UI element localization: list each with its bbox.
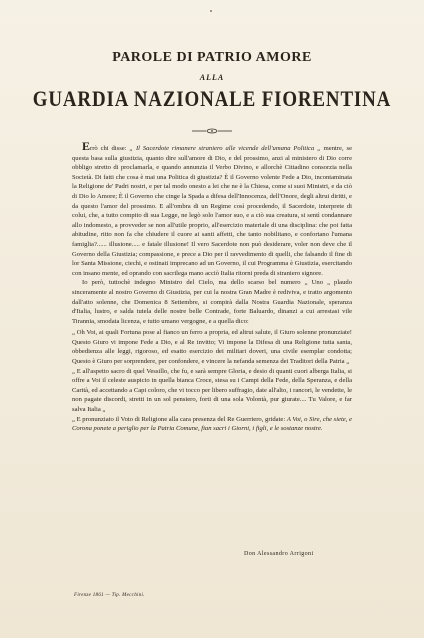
drop-cap: E <box>82 139 91 153</box>
proclamation-text <box>72 139 352 434</box>
p1-lead: rrò chi disse: <box>90 145 130 152</box>
p5-lead: „ E pronunziato il Voto di Religione alla cara presenza del Re Guerriero, gridate: <box>72 415 287 423</box>
oath-block <box>72 328 352 434</box>
paragraph-4: „ E all'aspetto sacro di quel Vessillo, che fu, e sarà sempre Gloria, e desio di quanti cuori albergа Italia, si offre a Voi il celeste auspicio in quella bianca Croce, stesa su i Campi della Fede, della Speranza, e della Carità, ed accettando a Capi coloro, che vi tocco per libero suffragio, date all'alto, i rancori, le vendette, le non pagate discordi, stretti in un sol pensiero, forti di una sola Volontà, pur giurate.... Tu Valore, e far salva Italia „ <box>72 367 352 414</box>
printer-imprint: Firenze 1861 — Tip. Mecchini. <box>74 593 145 598</box>
title-line-2: ALLA <box>199 73 225 82</box>
main-title: GUARDIA NAZIONALE FIORENTINA <box>32 86 392 111</box>
paragraph-3: „ Oh Voi, ai quali Fortuna pose al fianco un ferro a propria, ed altrui salute, il Giuro solenne pronunziate! Questo Giuro vi impone Fede a Dio, e al Re invitto; Vi impone la Difesa di una Religione tutta santa, obbedienza alle leggi, rigoroso, ed esatto esercizio dei militari doveri, una civile esemplar condotta; Questo è Giuro per sorprendere, per confondere, e vincere la nefanda semenza dei Traditori della Patria „ <box>72 329 352 366</box>
p5-quote: A Voi, o Sire, che siete, e Corona ponete a periglio per la Patria Comune, fian sacri i Giorni, i figli, e le sostanze nostre. <box>72 415 352 433</box>
paper-speck <box>210 10 212 12</box>
paragraph-1 <box>72 139 352 278</box>
p1-quote: „ Il Sacerdote rimanere straniero alle vicende dell'umana Politica „ <box>129 145 321 152</box>
paragraph-5 <box>72 415 352 434</box>
signature: Don Alessandro Arrigoni <box>244 551 314 557</box>
paragraph-2: Io però, tuttochè indegno Ministro del Cielo, ma dello scarso bel numero „ Uno „ plaudo sinceramente al nostro Governo di Giustizia, per cui la nostra Gran Madre è redivivа, e tratto argomento dall'atto solenne, che Domenica 8 Settembre, si compirà dalla Nostra Guardia Nazionale, speranza d'Italia, lustro, e salda tutela delle nostre belle Contrade, forte Baluardo, dinanzi a cui arrestasi vile Tirannia, smodata licenza, e tutto umano vergogne, e a quella dico: <box>72 279 352 325</box>
p1-rest: mentre, se questa basa sulla giustizia, quanto dire sull'amore di Dio, e del prossimo, anzi al ministero di Dio corre obbligo stretto di proclamarla, e quando annunzia il Verbo Divino, e allorchè Cittadino consorzia nella Società. Di fatti che cosa è mai una Politica di giustizia? È il Governo volente Fede a Dio, incontaminata la Religione de' Padri nostri, e per tal modo onesto a lei che ne è la Chiesa, come si suoi Ministri, e da ciò di Dio lo Amore; È il Governo che cinge la Spada a difesa dell'Innocenza, dell'Onore, degli altrui diritti, e da questo l'amor del prossimo. E all'ombra di un Regime così procedendo, il Sacerdote, interprete di colui, che, a tutto compito di sua Legge, ne legò solo l'amor suo, e a ciò sua creatura, si sentì condannare allo indomesto, a provveder se non all'utile proprio, all'esercizio materiale di una disciplina: che poi fatta abitudine, ritto non fa che chiudere il cuore ai santi affetti, che tanto nobilitano, e confortano l'umana famiglia?...... illusione..... e fatale illusione! Il vero Sacerdote non può desiderare, voler non deve che il Governo della Giustizia; compassione, e prece a Dio per il ravvedimento di quelli, che falsando il fine di lor Santa Missione, ciechi, e ostinati imprecano ad un Governo, il cui Programma è Giustizia, esercitando con insano mente, ed oprando con sacrilega mano acciò Italia ritorni preda di straniero signore. <box>72 145 352 277</box>
title-line-1: PAROLE DI PATRIO AMORE <box>112 50 312 65</box>
ornament-divider-icon <box>192 128 232 134</box>
